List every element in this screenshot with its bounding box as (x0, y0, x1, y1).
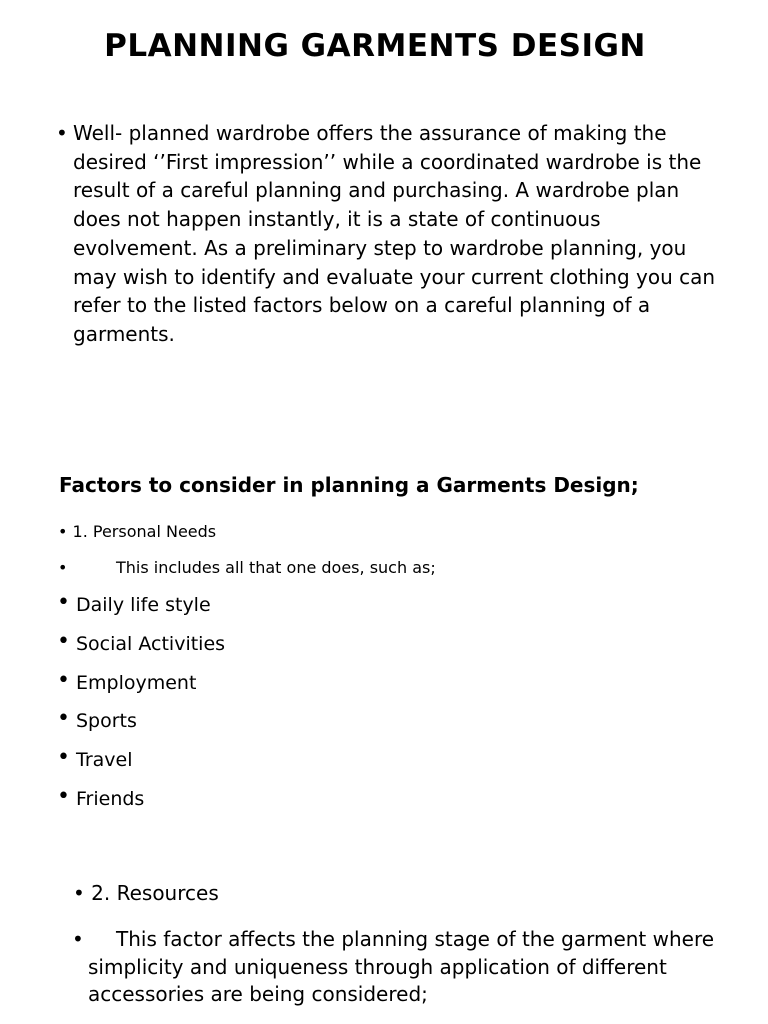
item-bullet: • (57, 629, 70, 654)
item-bullet: • (57, 590, 70, 615)
factors-heading: Factors to consider in planning a Garments Design; (59, 473, 639, 497)
item-bullet: • (57, 745, 70, 770)
page-title: PLANNING GARMENTS DESIGN (104, 28, 646, 64)
personal-needs-description (58, 558, 558, 577)
item-label: Social Activities (76, 633, 226, 655)
item-bullet: • (57, 784, 70, 809)
resources-label: 2. Resources (91, 881, 219, 905)
personal-needs-bullet: • (58, 522, 68, 541)
item-label: Sports (76, 710, 137, 732)
description-text: This includes all that one does, such as; (116, 558, 436, 577)
item-label: Employment (76, 672, 197, 694)
intro-paragraph (56, 119, 726, 349)
personal-needs-label: 1. Personal Needs (72, 522, 217, 541)
item-label: Daily life style (76, 594, 211, 616)
intro-text: Well- planned wardrobe offers the assurance of making the desired ‘’First impression’’ while a coordinated wardrobe is the result of a careful planning and purchasing. A wardrobe plan does not happen instantly, it is a state of continuous evolvement. As a preliminary step to wardrobe planning, you may wish to identify and evaluate your current clothing you can refer to the listed factors below on a careful planning of a garments. (73, 121, 716, 346)
description-bullet: • (58, 558, 68, 577)
resources-paragraph (72, 926, 732, 1009)
resources-bullet: • (73, 881, 85, 905)
item-label: Travel (76, 749, 133, 771)
intro-bullet: • (56, 121, 68, 145)
resources-body-text: This factor affects the planning stage of the garment where simplicity and uniqueness through application of different accessories are being considered; (88, 927, 715, 1006)
item-bullet: • (57, 706, 70, 731)
resources-body-bullet: • (72, 927, 84, 951)
personal-needs-line (58, 522, 216, 541)
resources-heading (73, 881, 219, 905)
item-bullet: • (57, 668, 70, 693)
item-label: Friends (76, 788, 145, 810)
